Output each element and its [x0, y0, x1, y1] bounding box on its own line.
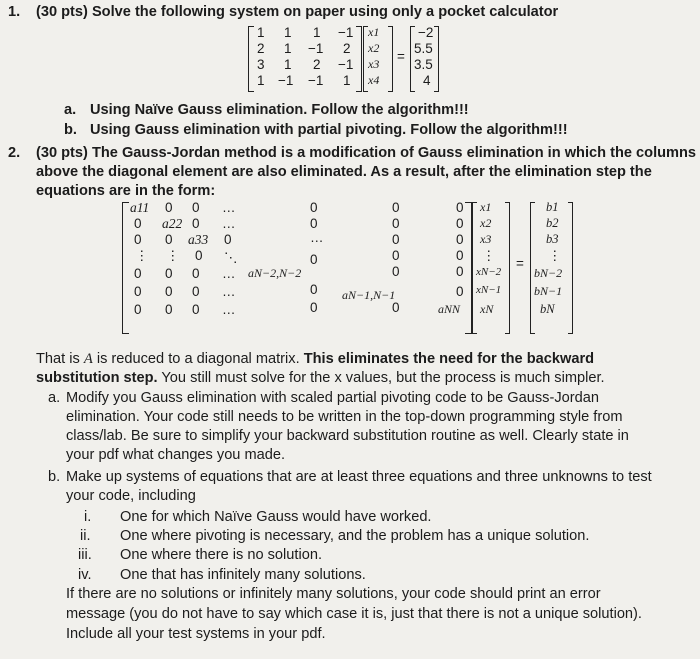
q2a-line-2: elimination. Your code still needs to be written in the top-down programming style from — [66, 409, 623, 425]
a-r1c4: −1 — [338, 25, 354, 40]
r2-zero-4: 0 — [392, 216, 400, 231]
x3-label: x3 — [368, 57, 380, 71]
rhs-2: 5.5 — [414, 41, 433, 56]
r3-zero-1: 0 — [134, 232, 142, 247]
q2b-line-1: Make up systems of equations that are at least three equations and three unknowns to test — [66, 469, 652, 485]
diag-explanation-line-1: That is A is reduced to a diagonal matrix. This eliminates the need for the backward — [36, 351, 595, 367]
diag-a33: a33 — [188, 232, 209, 247]
r2-zero-3: 0 — [310, 216, 318, 231]
diag-explanation-line-2: substitution step. You still must solve for the x values, but the process is much simpler. — [36, 370, 605, 386]
db2: b2 — [546, 216, 559, 230]
q1-coefficient-matrix — [248, 24, 438, 94]
a-r4c1: 1 — [257, 73, 265, 88]
diagonal-system — [120, 200, 580, 335]
q2a-line-1: Modify you Gauss elimination with scaled partial pivoting code to be Gauss-Jordan — [66, 390, 599, 406]
xvec-right-bracket — [388, 26, 393, 92]
r6-zero-3: 0 — [192, 284, 200, 299]
q2b-sub-i-text: One for which Naïve Gauss would have worked. — [120, 509, 432, 525]
r5-zero-2: 0 — [165, 266, 173, 281]
r4-vdots-2: ⋮ — [166, 248, 180, 263]
q2b-sub-ii-text: One where pivoting is necessary, and the problem has a unique solution. — [120, 528, 590, 544]
r1-dots: … — [222, 200, 236, 215]
q1a-label: a. — [64, 102, 77, 118]
rhs-right-bracket — [434, 26, 439, 92]
r5-zero-4: 0 — [392, 264, 400, 279]
r6-zero-5: 0 — [456, 284, 464, 299]
r7-zero-4: 0 — [310, 300, 318, 315]
a-r1c1: 1 — [257, 25, 265, 40]
a-r4c3: −1 — [308, 73, 324, 88]
r1-zero-4: 0 — [392, 200, 400, 215]
r6-dots: … — [222, 284, 236, 299]
diag-aN-1: aN−1,N−1 — [342, 288, 396, 302]
diag-aNN: aNN — [438, 302, 461, 316]
dxN-1: xN−1 — [476, 284, 502, 296]
r5-zero-5: 0 — [456, 264, 464, 279]
a-r4c2: −1 — [278, 73, 294, 88]
diag-xvec-right-bracket — [505, 202, 510, 334]
r2-zero-5: 0 — [456, 216, 464, 231]
r2-zero-2: 0 — [192, 216, 200, 231]
q2b-sub-iv-label: iv. — [78, 567, 92, 583]
a-r3c4: −1 — [338, 57, 354, 72]
q2b-sub-iii-text: One where there is no solution. — [120, 547, 322, 563]
dbN-2: bN−2 — [534, 266, 563, 280]
dbN-1: bN−1 — [534, 284, 563, 298]
r7-zero-1: 0 — [134, 302, 142, 317]
q1b-label: b. — [64, 122, 77, 138]
r4-zero-2: 0 — [310, 252, 318, 267]
r2-dots: … — [222, 216, 236, 231]
a-r2c4: 2 — [343, 41, 351, 56]
q2b-sub-i-label: i. — [84, 509, 92, 525]
a-r2c3: −1 — [308, 41, 324, 56]
diag-a11: a11 — [130, 200, 150, 215]
r4-zero-3: 0 — [392, 248, 400, 263]
a-r3c1: 3 — [257, 57, 265, 72]
dx3: x3 — [480, 232, 492, 246]
q2b-sub-iii-label: iii. — [78, 547, 92, 563]
q2b-closing-line-3: Include all your test systems in your pdf. — [66, 626, 326, 642]
r3-dots: … — [310, 230, 324, 245]
q2a-label: a. — [48, 390, 61, 406]
r4-ddots: ⋱ — [224, 250, 238, 265]
q1b-text: Using Gauss elimination with partial pivoting. Follow the algorithm!!! — [90, 122, 568, 138]
r4-vdots-1: ⋮ — [135, 248, 149, 263]
q2-intro-line-2: above the diagonal element are also eliminated. As a result, after the elimination step the — [36, 164, 652, 180]
r6-zero-1: 0 — [134, 284, 142, 299]
r5-dots: … — [222, 266, 236, 281]
a-r1c3: 1 — [313, 25, 321, 40]
dbN: bN — [540, 302, 555, 316]
q2a-line-3: class/lab. Be sure to simplify your backward substitution routine as well. Clearly state in — [66, 428, 629, 444]
a-r3c3: 2 — [313, 57, 321, 72]
r5-zero-1: 0 — [134, 266, 142, 281]
r3-zero-5: 0 — [456, 232, 464, 247]
q2b-label: b. — [48, 469, 61, 485]
db1: b1 — [546, 200, 559, 214]
rhs-3: 3.5 — [414, 57, 433, 72]
a-r3c2: 1 — [284, 57, 292, 72]
a-r1c2: 1 — [284, 25, 292, 40]
r5-zero-3: 0 — [192, 266, 200, 281]
q2b-closing-line-2: message (you do not have to say which case it is, just that there is not a unique solution). — [66, 606, 642, 622]
rhs-1: −2 — [418, 25, 434, 40]
r4-zero-1: 0 — [195, 248, 203, 263]
r4-zero-4: 0 — [456, 248, 464, 263]
diag-equals-sign: = — [516, 256, 524, 271]
r3-zero-4: 0 — [392, 232, 400, 247]
dxN: xN — [480, 302, 494, 316]
q2b-line-2: your code, including — [66, 488, 196, 504]
r3-zero-3: 0 — [224, 232, 232, 247]
q2-number: 2. — [8, 145, 21, 161]
db3: b3 — [546, 232, 559, 246]
a-r4c4: 1 — [343, 73, 351, 88]
x1-label: x1 — [368, 25, 380, 39]
dxN-2: xN−2 — [476, 266, 502, 278]
x4-label: x4 — [368, 73, 380, 87]
matrix-right-bracket — [356, 26, 362, 92]
q2b-closing-line-1: If there are no solutions or infinitely many solutions, your code should print an error — [66, 586, 601, 602]
diag-aN-2: aN−2,N−2 — [248, 266, 302, 280]
q1a-text: Using Naïve Gauss elimination. Follow the algorithm!!! — [90, 102, 469, 118]
r6-zero-4: 0 — [310, 282, 318, 297]
diag-a22: a22 — [162, 216, 183, 231]
db-vdots: ⋮ — [548, 248, 562, 263]
diag-matrix-left-bracket — [122, 202, 129, 334]
dx-vdots: ⋮ — [482, 248, 496, 263]
r6-zero-2: 0 — [165, 284, 173, 299]
r2-zero-1: 0 — [134, 216, 142, 231]
r7-zero-3: 0 — [192, 302, 200, 317]
dx2: x2 — [480, 216, 492, 230]
matrix-left-bracket — [248, 26, 254, 92]
q2a-line-4: your pdf what changes you made. — [66, 447, 286, 463]
r1-zero-2: 0 — [192, 200, 200, 215]
r1-zero-3: 0 — [310, 200, 318, 215]
a-r2c2: 1 — [284, 41, 292, 56]
r7-dots: … — [222, 302, 236, 317]
r1-zero-1: 0 — [165, 200, 173, 215]
q1-header: (30 pts) Solve the following system on paper using only a pocket calculator — [36, 4, 559, 20]
r7-zero-2: 0 — [165, 302, 173, 317]
x2-label: x2 — [368, 41, 380, 55]
q2b-sub-ii-label: ii. — [80, 528, 91, 544]
q1-number: 1. — [8, 4, 21, 20]
q2-intro-line-1: (30 pts) The Gauss-Jordan method is a modification of Gauss elimination in which the columns — [36, 145, 697, 161]
q2b-sub-iv-text: One that has infinitely many solutions. — [120, 567, 366, 583]
dx1: x1 — [480, 200, 492, 214]
q1-equals-sign: = — [397, 49, 405, 64]
r3-zero-2: 0 — [165, 232, 173, 247]
diag-matrix-right-bracket — [465, 202, 472, 334]
r1-zero-5: 0 — [456, 200, 464, 215]
rhs-4: 4 — [423, 73, 431, 88]
diag-bvec-right-bracket — [568, 202, 573, 334]
q2-intro-line-3: equations are in the form: — [36, 183, 216, 199]
r7-zero-5: 0 — [392, 300, 400, 315]
a-r2c1: 2 — [257, 41, 265, 56]
